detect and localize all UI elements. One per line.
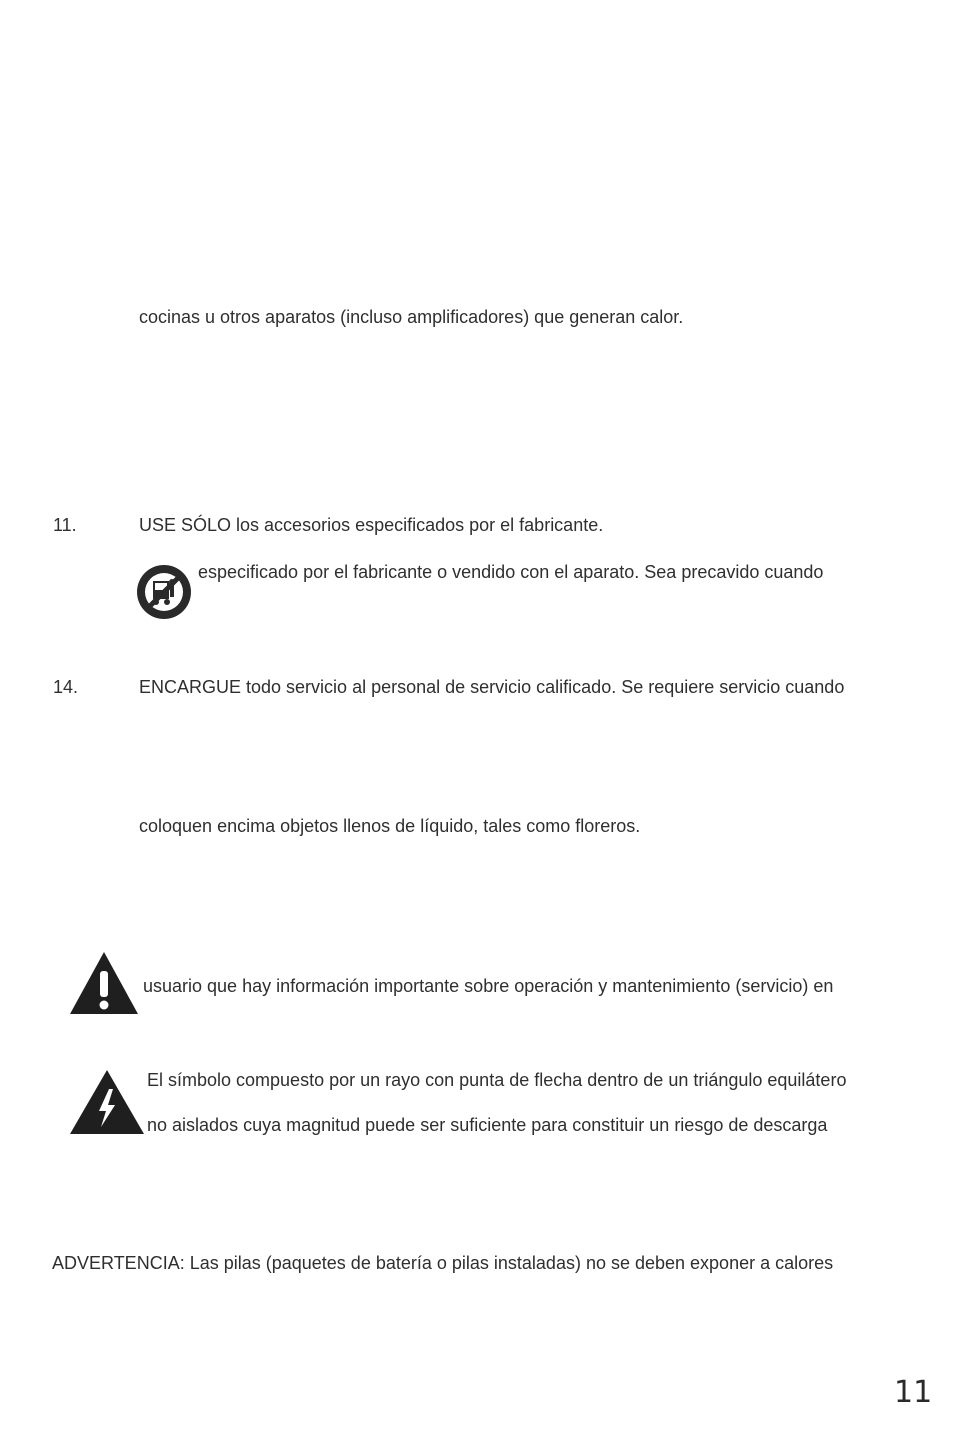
text-lightning-warning-1: El símbolo compuesto por un rayo con punta de flecha dentro de un triángulo equilátero [147,1070,847,1090]
item-14-text: ENCARGUE todo servicio al personal de servicio calificado. Se requiere servicio cuando [139,677,845,697]
text-lightning-warning-2: no aislados cuya magnitud puede ser suficiente para constituir un riesgo de descarga [147,1115,828,1135]
page-number: 11 [894,1375,933,1410]
text-advertencia: ADVERTENCIA: Las pilas (paquetes de batería o pilas instaladas) no se deben exponer a calores [52,1253,834,1273]
text-cart-warning: especificado por el fabricante o vendido con el aparato. Sea precavido cuando [198,562,824,582]
text-exclamation-warning: usuario que hay información importante sobre operación y mantenimiento (servicio) en [143,976,834,996]
item-11-number: 11. [53,515,77,535]
item-14-number: 14. [53,677,79,697]
lightning-triangle-icon [69,1069,145,1135]
text-cocinas: cocinas u otros aparatos (incluso amplificadores) que generan calor. [139,307,684,327]
exclamation-triangle-icon [69,951,139,1015]
item-11-text: USE SÓLO los accesorios especificados por el fabricante. [139,515,604,535]
no-cart-tip-over-icon [131,561,197,623]
text-coloquen: coloquen encima objetos llenos de líquido, tales como floreros. [139,816,641,836]
